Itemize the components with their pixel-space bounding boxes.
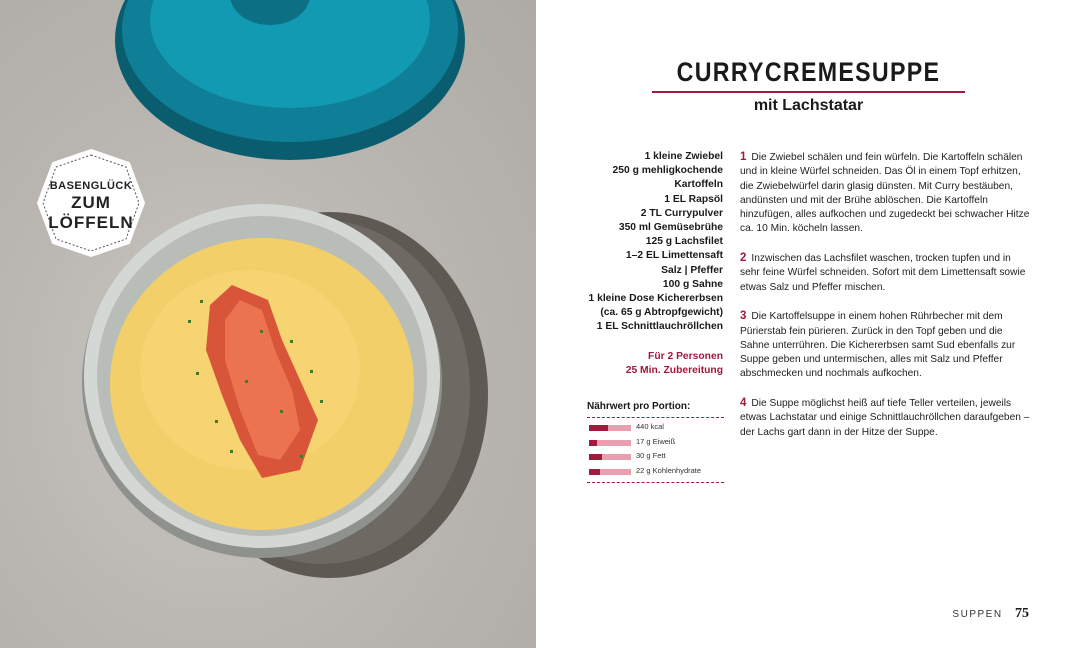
ingredient-item: 100 g Sahne: [662, 278, 723, 290]
nutrition-row: [587, 450, 724, 465]
step-number: 2: [740, 252, 747, 265]
nutrition-bar: [589, 469, 631, 475]
step: [740, 150, 1030, 237]
ingredient-item: 2 TL Currypulver: [640, 207, 723, 219]
preparation-steps: [740, 150, 1030, 454]
ingredient-item: Salz | Pfeffer: [661, 264, 723, 276]
ingredient-item: 250 g mehligkochende: [612, 165, 723, 177]
title-divider: [652, 91, 965, 93]
nutrition-value: 440 kcal: [636, 422, 664, 431]
ingredient-item: 125 g Lachsfilet: [645, 236, 723, 248]
page-footer: [952, 604, 1029, 622]
step: [740, 396, 1030, 440]
ingredient-item: 1 EL Schnittlauchröllchen: [596, 321, 723, 333]
nutrition-row: [587, 421, 724, 436]
recipe-meta: [626, 350, 723, 378]
badge-word-loeffeln: LÖFFELN: [48, 213, 134, 232]
step-text: Inzwischen das Lachsfilet waschen, trocken tupfen und in sehr feine Würfel schneiden. Sofort mit dem Limettensaft sowie etwas Salz und Pfeffer mischen.: [740, 253, 1026, 293]
nutrition-bottom-divider: [587, 482, 724, 483]
step: [740, 251, 1030, 295]
step: [740, 309, 1030, 381]
ingredient-item: (ca. 65 g Abtropfgewicht): [600, 307, 723, 319]
nutrition-row: [587, 465, 724, 480]
ingredient-item: 350 ml Gemüsebrühe: [618, 222, 723, 234]
ingredient-item: 1 EL Rapsöl: [664, 193, 723, 205]
badge-line1: BASENGLÜCK: [49, 180, 133, 192]
nutrition-bar-fill: [589, 425, 608, 431]
ingredient-item: 1–2 EL Limettensaft: [625, 250, 723, 262]
ingredient-item: Kartoffeln: [674, 179, 723, 191]
nutrition-bar: [589, 440, 631, 446]
recipe-title: CURRYCREMESUPPE: [676, 57, 941, 87]
ingredients-list: [553, 150, 723, 335]
ingredient-item: 1 kleine Dose Kichererbsen: [588, 293, 723, 305]
prep-time: 25 Min. Zubereitung: [625, 365, 723, 377]
step-text: Die Kartoffelsuppe in einem hohen Rührbecher mit dem Pürierstab fein pürieren. Zurück in den Topf geben und die Sahne unterrühren. Die Kichererbsen samt Sud ebenfalls zur Suppe geben und untermischen, alles mit Salz und Pfeffer abschmecken und nochmals aufkochen.: [740, 311, 1016, 380]
step-number: 1: [740, 151, 747, 163]
nutrition-value: 30 g Fett: [636, 451, 666, 460]
nutrition-bar-fill: [589, 469, 600, 475]
badge: [38, 150, 144, 256]
nutrition-rows: [587, 418, 724, 482]
nutrition-heading: Nährwert pro Portion:: [587, 401, 691, 412]
nutrition-value: 17 g Eiweiß: [636, 436, 676, 446]
section-name: SUPPEN: [952, 609, 1003, 620]
nutrition-row: [587, 436, 724, 451]
servings: Für 2 Personen: [648, 351, 723, 362]
nutrition-bar: [589, 454, 631, 460]
nutrition-bar-fill: [589, 454, 602, 460]
badge-line2: [38, 193, 144, 233]
badge-word-zum: ZUM: [71, 193, 111, 212]
ingredient-item: 1 kleine Zwiebel: [644, 151, 723, 162]
step-text: Die Suppe möglichst heiß auf tiefe Teller verteilen, jeweils etwas Lachstatar und einige Schnittlauchröllchen daraufgeben – der Lachs gart dann in der Hitze der Suppe.: [740, 398, 1030, 438]
recipe-subtitle: mit Lachstatar: [753, 97, 864, 114]
step-number: 3: [740, 310, 747, 323]
nutrition-bar: [589, 425, 631, 431]
nutrition-value: 22 g Kohlenhydrate: [636, 465, 702, 475]
step-text: Die Zwiebel schälen und fein würfeln. Die Kartoffeln schälen und in kleine Würfel schneiden. Das Öl in einem Topf erhitzen, die Zwiebelwürfel darin glasig dünsten. Mit Curry bestäuben, andünsten und mit der Brühe ablöschen. Die Kartoffeln hinzufügen, alles aufkochen und zugedeckt bei schwacher Hitze ca. 10 Min. köcheln lassen.: [740, 152, 1030, 235]
nutrition-bar-fill: [589, 440, 597, 446]
nutrition-box: [587, 401, 724, 483]
step-number: 4: [740, 397, 747, 410]
page-number: 75: [1015, 606, 1029, 621]
